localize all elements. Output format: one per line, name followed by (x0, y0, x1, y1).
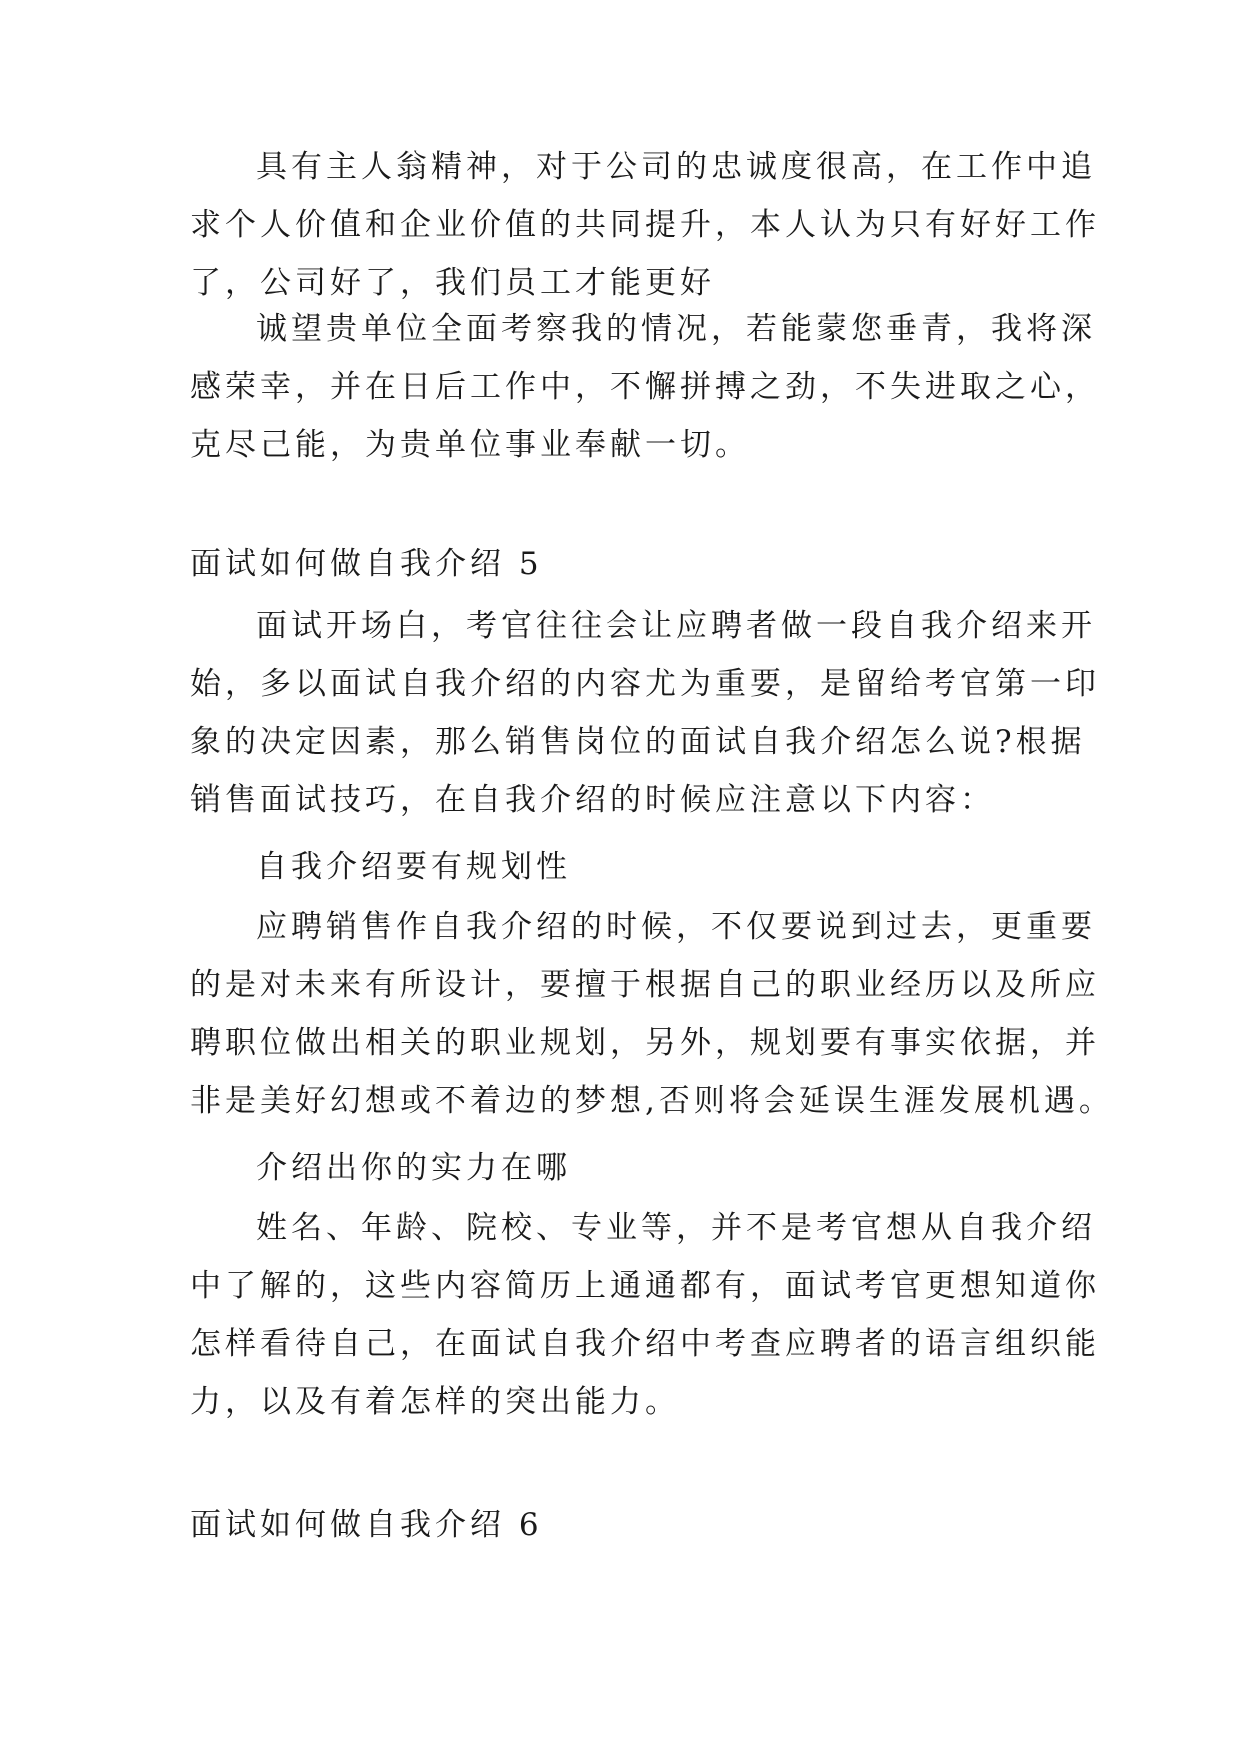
paragraph-line: 中了解的，这些内容简历上通通都有，面试考官更想知道你 (190, 1268, 1100, 1304)
subheading-text: 自我介绍要有规划性 (256, 849, 571, 885)
paragraph-line: 感荣幸，并在日后工作中，不懈拼搏之劲，不失进取之心， (190, 369, 1100, 405)
paragraph-line: 销售面试技巧，在自我介绍的时候应注意以下内容： (190, 782, 995, 818)
paragraph-line: 求个人价值和企业价值的共同提升，本人认为只有好好工作 (190, 207, 1100, 243)
paragraph-line: 诚望贵单位全面考察我的情况，若能蒙您垂青，我将深 (256, 311, 1096, 347)
paragraph-closing (190, 300, 1100, 474)
section-5-title: 面试如何做自我介绍 5 (190, 546, 543, 582)
section-6-title: 面试如何做自我介绍 6 (190, 1507, 543, 1543)
subheading-strength (190, 1139, 1060, 1197)
paragraph-line: 应聘销售作自我介绍的时候，不仅要说到过去，更重要 (256, 909, 1096, 945)
paragraph-line: 象的决定因素，那么销售岗位的面试自我介绍怎么说?根据 (190, 724, 1086, 760)
paragraph-planning (190, 898, 1114, 1130)
paragraph-line: 克尽己能，为贵单位事业奉献一切。 (190, 427, 750, 463)
paragraph-line: 的是对未来有所设计，要擅于根据自己的职业经历以及所应 (190, 967, 1100, 1003)
paragraph-line: 面试开场白，考官往往会让应聘者做一段自我介绍来开 (256, 608, 1096, 644)
paragraph-line: 非是美好幻想或不着边的梦想,否则将会延误生涯发展机遇。 (190, 1083, 1114, 1119)
paragraph-line: 力，以及有着怎样的突出能力。 (190, 1384, 680, 1420)
paragraph-strength (190, 1199, 1100, 1431)
paragraph-line: 聘职位做出相关的职业规划，另外，规划要有事实依据，并 (190, 1025, 1100, 1061)
paragraph-line: 始，多以面试自我介绍的内容尤为重要，是留给考官第一印 (190, 666, 1100, 702)
subheading-text: 介绍出你的实力在哪 (256, 1150, 571, 1186)
paragraph-line: 怎样看待自己，在面试自我介绍中考查应聘者的语言组织能 (190, 1326, 1100, 1362)
paragraph-line: 了，公司好了，我们员工才能更好 (190, 265, 715, 301)
paragraph-loyalty (190, 138, 1100, 312)
paragraph-line: 具有主人翁精神，对于公司的忠诚度很高，在工作中追 (256, 149, 1096, 185)
paragraph-opening (190, 597, 1100, 829)
subheading-planning (190, 838, 1060, 896)
paragraph-line: 姓名、年龄、院校、专业等，并不是考官想从自我介绍 (256, 1210, 1096, 1246)
